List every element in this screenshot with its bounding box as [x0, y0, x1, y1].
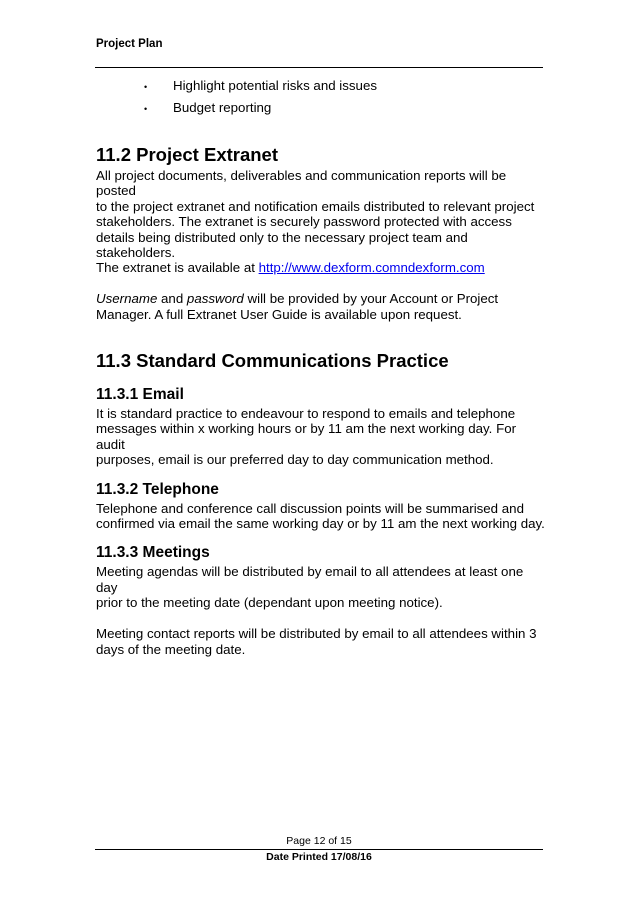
header-divider [95, 67, 543, 68]
extranet-link[interactable]: http://www.dexform.comndexform.com [258, 260, 485, 276]
text-line: prior to the meeting date (dependant upon meeting notice). [96, 595, 443, 611]
list-item-text: Budget reporting [173, 100, 272, 115]
telephone-paragraph [96, 501, 546, 532]
subsection-heading-email: 11.3.1 Email [96, 386, 184, 404]
list-item [96, 99, 542, 121]
credentials-paragraph [96, 291, 546, 322]
document-body [96, 143, 546, 657]
extranet-paragraph [96, 168, 546, 276]
text-line: It is standard practice to endeavour to respond to emails and telephone [96, 406, 516, 422]
section-heading-extranet: 11.2 Project Extranet [96, 144, 279, 165]
text-line: purposes, email is our preferred day to day communication method. [96, 452, 494, 468]
text-line: The extranet is available at [96, 260, 259, 276]
text-line: Meeting agendas will be distributed by email to all attendees at least one day [96, 564, 524, 595]
text-line: Telephone and conference call discussion points will be summarised and [96, 500, 524, 516]
bullet-list [96, 77, 542, 121]
section-heading-communications: 11.3 Standard Communications Practice [96, 350, 449, 372]
password-term: password [186, 291, 244, 307]
bullet-icon: • [144, 82, 148, 92]
list-item [96, 77, 542, 99]
text-line: details being distributed only to the necessary project team and stakeholders. [96, 229, 468, 261]
footer-divider [95, 849, 543, 850]
text-line: Meeting contact reports will be distributed by email to all attendees within 3 [96, 626, 537, 642]
subsection-heading-telephone: 11.3.2 Telephone [96, 480, 219, 498]
text-line: days of the meeting date. [96, 641, 246, 657]
document-header-title: Project Plan [96, 38, 163, 50]
text-line: stakeholders. The extranet is securely password protected with access [96, 214, 512, 230]
email-paragraph [96, 406, 546, 468]
text-fragment: will be provided by your Account or Project [243, 291, 499, 307]
date-printed: Date Printed 17/08/16 [266, 851, 372, 863]
username-term: Username [96, 291, 158, 307]
text-fragment: and [157, 291, 187, 307]
text-line: All project documents, deliverables and communication reports will be posted [96, 168, 507, 199]
meetings-paragraph-reports [96, 626, 546, 657]
meetings-paragraph-agendas [96, 564, 546, 610]
text-line: to the project extranet and notification emails distributed to relevant project [96, 198, 535, 214]
list-item-text: Highlight potential risks and issues [173, 78, 377, 93]
subsection-heading-meetings: 11.3.3 Meetings [96, 544, 210, 562]
bullet-icon: • [144, 104, 148, 114]
text-line: confirmed via email the same working day or by 11 am the next working day. [96, 516, 545, 532]
text-line: messages within x working hours or by 11 am the next working day. For audit [96, 421, 517, 452]
page-number: Page 12 of 15 [286, 835, 352, 847]
text-line: Manager. A full Extranet User Guide is available upon request. [96, 306, 462, 322]
